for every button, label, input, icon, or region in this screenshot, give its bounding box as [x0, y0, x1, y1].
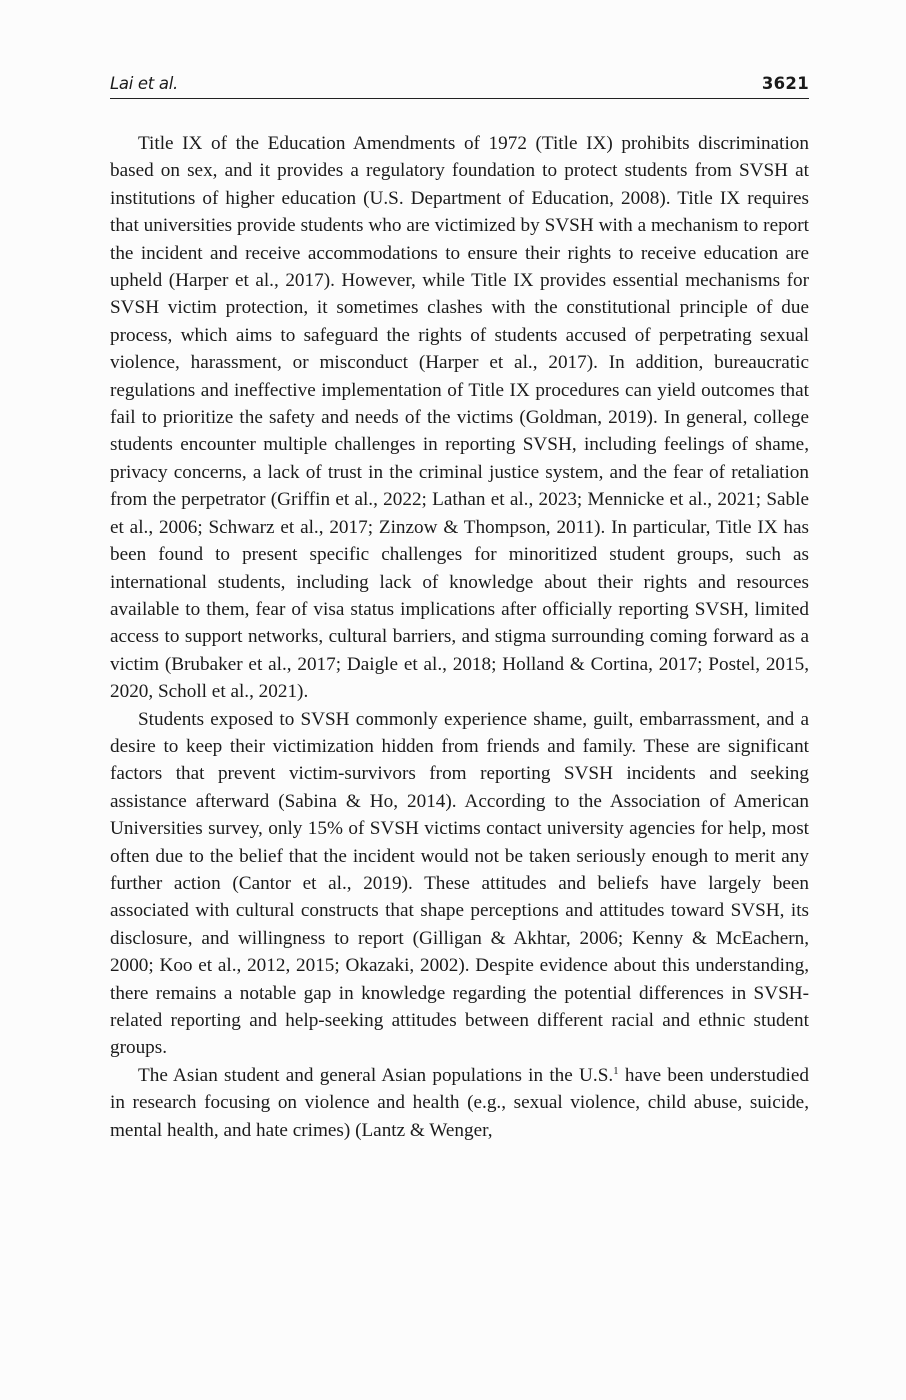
paragraph-asian-populations — [110, 1062, 809, 1144]
body-text — [110, 130, 809, 1144]
paragraph-reporting-attitudes: Students exposed to SVSH commonly experience shame, guilt, embarrassment, and a desire to keep their victimization hidden from friends and family. These are significant factors that prevent victim-survivors from reporting SVSH incidents and seeking assistance afterward (Sabina & Ho, 2014). According to the Association of American Universities survey, only 15% of SVSH victims contact university agencies for help, most often due to the belief that the incident would not be taken seriously enough to merit any further action (Cantor et al., 2019). These attitudes and beliefs have largely been associated with cultural constructs that shape perceptions and attitudes toward SVSH, its disclosure, and willingness to report (Gilligan & Akhtar, 2006; Kenny & McEachern, 2000; Koo et al., 2012, 2015; Okazaki, 2002). Despite evidence about this understanding, there remains a notable gap in knowledge regarding the potential differences in SVSH-related reporting and help-seeking attitudes between different racial and ethnic student groups. — [110, 708, 809, 1059]
paragraph-asian-populations-start: The Asian student and general Asian populations in the U.S. — [138, 1064, 614, 1086]
footnote-marker[interactable]: 1 — [613, 1064, 619, 1077]
page-number: 3621 — [761, 74, 809, 93]
running-head — [110, 70, 809, 99]
paragraph-title-ix: Title IX of the Education Amendments of 1972 (Title IX) prohibits discrimination based on sex, and it provides a regulatory foundation to protect students from SVSH at institutions of higher education (U.S. Department of Education, 2008). Title IX requires that universities provide students who are victimized by SVSH with a mechanism to report the incident and receive accommodations to ensure their rights to receive education are upheld (Harper et al., 2017). However, while Title IX provides essential mechanisms for SVSH victim protection, it sometimes clashes with the constitutional principle of due process, which aims to safeguard the rights of students accused of perpetrating sexual violence, harassment, or misconduct (Harper et al., 2017). In addition, bureaucratic regulations and ineffective implementation of Title IX procedures can yield outcomes that fail to prioritize the safety and needs of the victims (Goldman, 2019). In general, college students encounter multiple challenges in reporting SVSH, including feelings of shame, privacy concerns, a lack of trust in the criminal justice system, and the fear of retaliation from the perpetrator (Griffin et al., 2022; Lathan et al., 2023; Mennicke et al., 2021; Sable et al., 2006; Schwarz et al., 2017; Zinzow & Thompson, 2011). In particular, Title IX has been found to present specific challenges for minoritized student groups, such as international students, including lack of knowledge about their rights and resources available to them, fear of visa status implications after officially reporting SVSH, limited access to support networks, cultural barriers, and stigma surrounding coming forward as a victim (Brubaker et al., 2017; Daigle et al., 2018; Holland & Cortina, 2017; Postel, 2015, 2020, Scholl et al., 2021). — [110, 133, 809, 703]
running-head-authors: Lai et al. — [110, 74, 178, 93]
paragraph-asian-populations-end: have been understudied in research focusing on violence and health (e.g., sexual violence, child abuse, suicide, mental health, and hate crimes) (Lantz & Wenger, — [110, 1064, 809, 1141]
